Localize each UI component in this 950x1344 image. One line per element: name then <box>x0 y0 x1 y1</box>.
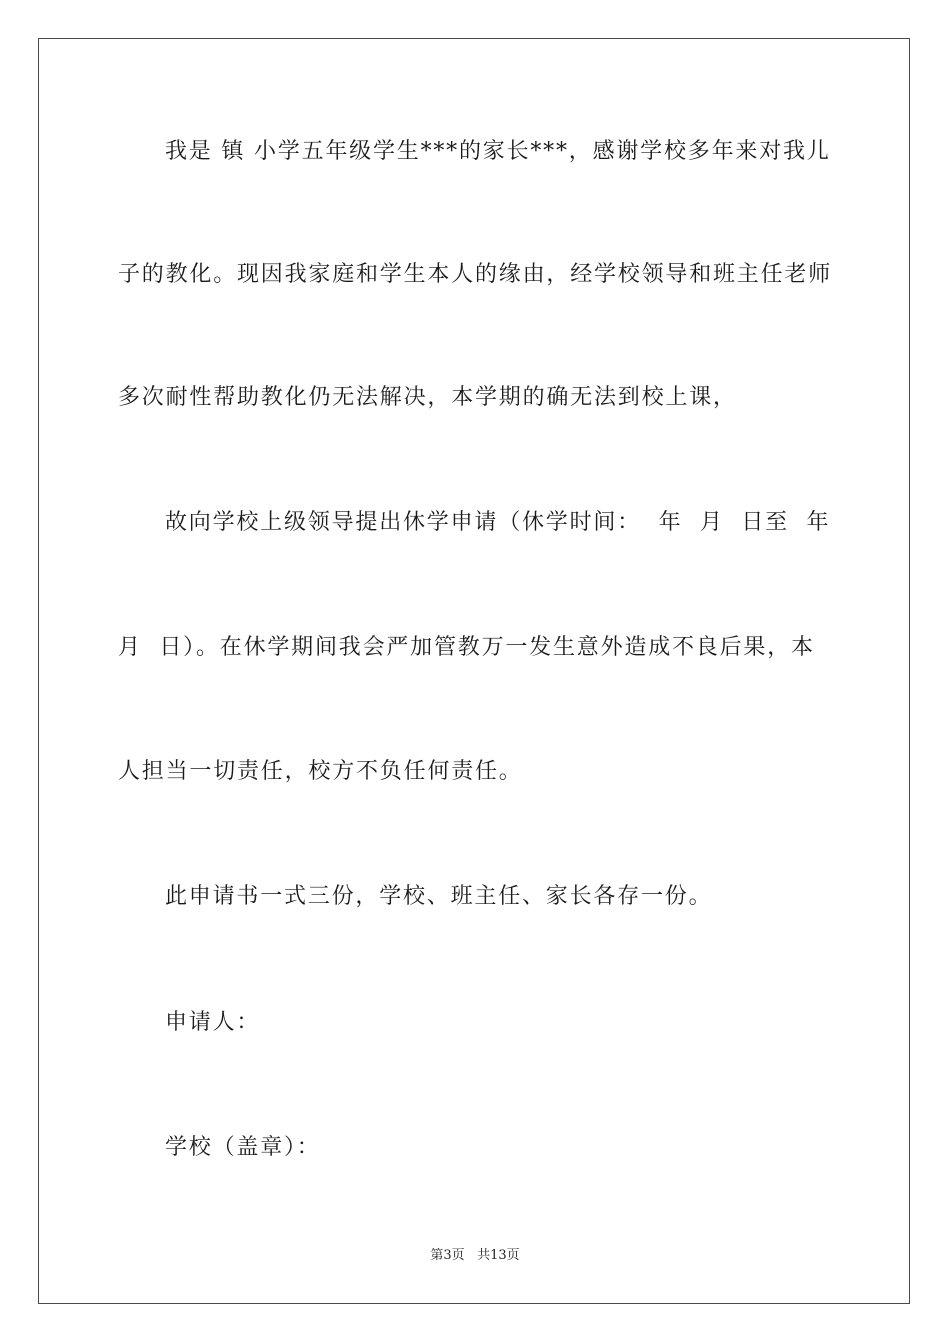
page-total: 共13页 <box>477 1248 520 1263</box>
paragraph-line: 我是 镇 小学五年级学生***的家长***，感谢学校多年来对我儿 <box>165 139 831 164</box>
paragraph-line: 故向学校上级领导提出休学申请（休学时间： 年 月 日至 年 <box>165 510 831 535</box>
paragraph-line: 多次耐性帮助教化仍无法解决，本学期的确无法到校上课， <box>118 385 737 410</box>
school-seal-label: 学校（盖章）： <box>165 1135 321 1160</box>
paragraph-line: 子的教化。现因我家庭和学生本人的缘由，经学校领导和班主任老师 <box>118 262 833 287</box>
paragraph-line: 此申请书一式三份，学校、班主任、家长各存一份。 <box>165 884 713 909</box>
page-frame <box>38 38 910 1304</box>
page-footer <box>0 1248 950 1264</box>
page-number: 第3页 <box>430 1248 465 1263</box>
paragraph-line: 人担当一切责任，校方不负任何责任。 <box>118 759 523 784</box>
paragraph-line: 月 日）。在休学期间我会严加管教万一发生意外造成不良后果，本 <box>118 635 815 660</box>
applicant-label: 申请人： <box>165 1010 261 1035</box>
